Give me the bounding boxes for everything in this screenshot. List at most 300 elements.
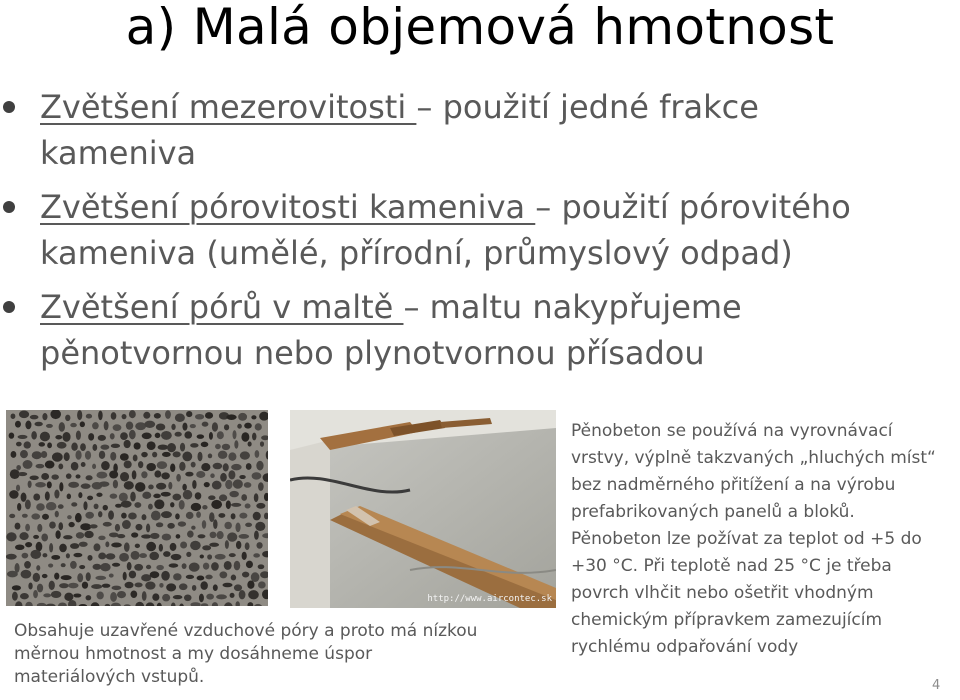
foam-pore — [87, 496, 93, 501]
foam-pore — [234, 440, 238, 448]
foam-pore — [20, 450, 28, 458]
foam-pore — [179, 462, 185, 471]
foam-pore — [120, 453, 129, 461]
caption-line: rychlému odpařování vody — [571, 637, 799, 657]
foam-pore — [46, 502, 57, 510]
foam-pore — [18, 435, 28, 439]
foam-pore — [153, 494, 161, 498]
foam-pore — [157, 461, 168, 469]
foam-pore — [95, 576, 106, 580]
foam-pore — [68, 583, 78, 589]
foam-pore — [247, 581, 254, 589]
foam-pore — [81, 483, 91, 489]
foam-pore — [109, 573, 114, 577]
foam-pore — [96, 493, 102, 497]
foam-pore — [190, 541, 201, 550]
caption-line: Pěnobeton se používá na vyrovnávací — [571, 421, 893, 441]
foam-pore — [218, 513, 225, 518]
foam-pore — [213, 463, 223, 470]
foam-pore — [83, 501, 87, 510]
foam-pore — [122, 414, 127, 419]
foam-pore — [108, 510, 114, 519]
foam-pore — [121, 513, 127, 519]
foam-pore — [200, 581, 207, 590]
foam-pore — [76, 532, 84, 538]
foam-pore — [126, 422, 133, 430]
foam-pore — [41, 533, 48, 541]
foam-pore — [239, 513, 247, 519]
foam-pore — [31, 431, 37, 439]
bullet-dot-icon — [3, 201, 15, 213]
foam-pore — [256, 542, 262, 549]
foam-pore — [54, 490, 59, 499]
foam-pore — [30, 415, 39, 419]
foam-pore — [112, 586, 122, 590]
foam-pore — [219, 494, 227, 501]
foam-pore — [253, 553, 260, 557]
foam-pore — [12, 585, 21, 590]
foam-pore — [36, 565, 40, 571]
foam-pore — [135, 524, 142, 531]
foam-pore — [96, 472, 107, 479]
foam-pore — [134, 442, 141, 449]
foam-pore — [184, 431, 192, 438]
foam-pore — [41, 451, 47, 458]
foam-pore — [45, 491, 50, 500]
foam-pore — [42, 413, 47, 420]
foam-pore — [146, 565, 151, 569]
foam-pore — [200, 555, 204, 559]
foam-pore — [11, 451, 17, 458]
foam-pore — [19, 411, 29, 419]
foam-pore — [67, 494, 71, 500]
foam-pore — [63, 535, 72, 539]
foam-pore — [94, 504, 99, 510]
foam-pore — [124, 461, 132, 469]
foam-pore — [112, 563, 120, 567]
foam-pore — [86, 572, 91, 581]
foam-pore — [28, 481, 32, 488]
foam-pore — [113, 424, 122, 431]
foam-pore — [124, 481, 134, 489]
foam-pore — [208, 454, 212, 459]
foam-pore — [173, 494, 182, 501]
foam-pore — [251, 572, 260, 582]
foam-pore — [92, 464, 96, 469]
foam-pore — [159, 544, 163, 552]
foam-pore — [145, 581, 155, 589]
foam-pore — [162, 452, 171, 457]
foam-pore — [242, 572, 249, 578]
foam-pore — [180, 541, 187, 548]
foam-pore — [9, 490, 18, 499]
foam-pore — [129, 410, 136, 418]
foam-pore — [51, 474, 58, 479]
foam-pore — [234, 584, 242, 591]
foam-pore — [205, 575, 212, 580]
foam-pore — [67, 515, 72, 519]
bullet-item — [0, 184, 960, 276]
foam-pore — [216, 594, 227, 599]
foam-pore — [240, 451, 250, 459]
foam-pore — [208, 495, 215, 500]
foam-pore — [30, 550, 41, 559]
bullet-underlined-term: Zvětšení pórů v maltě — [40, 288, 404, 326]
foam-pore — [190, 424, 196, 428]
foam-pore — [190, 443, 198, 448]
foam-pore — [171, 424, 175, 430]
foam-pore — [197, 434, 204, 439]
foam-pore — [156, 483, 166, 490]
foam-pore — [77, 573, 83, 582]
foam-pore — [57, 442, 67, 449]
foam-pore — [183, 490, 193, 500]
foam-pore — [167, 523, 175, 529]
foam-pore — [15, 421, 21, 428]
foam-pore — [70, 561, 77, 569]
foam-pore — [58, 522, 63, 530]
foam-pore — [51, 555, 60, 560]
foam-pore — [161, 472, 170, 479]
foam-pore — [142, 591, 147, 601]
foam-pore — [124, 542, 130, 551]
foam-pore — [231, 575, 236, 581]
foam-pore — [11, 414, 16, 419]
foam-pore — [23, 460, 33, 469]
foam-pore — [42, 574, 48, 578]
foam-pore — [159, 583, 163, 588]
foam-pore — [113, 480, 118, 489]
caption-line: Obsahuje uzavřené vzduchové póry a proto má nízkou — [14, 621, 478, 641]
caption-line: materiálových vstupů. — [14, 667, 205, 687]
foam-pore — [231, 503, 241, 507]
foam-pore — [135, 544, 140, 549]
foam-pore — [75, 450, 81, 460]
foam-pore — [132, 470, 137, 479]
foam-pore — [45, 461, 55, 469]
foam-pore — [176, 534, 181, 539]
foam-pore — [215, 554, 226, 560]
foam-pore — [173, 451, 181, 457]
foam-pore — [211, 562, 219, 571]
foam-pore — [226, 414, 236, 420]
foam-pore — [169, 563, 179, 567]
foam-pore — [20, 593, 29, 599]
foam-pore — [150, 571, 160, 578]
foam-pore — [61, 563, 66, 567]
foam-pore — [17, 503, 21, 511]
foam-pore — [186, 575, 194, 579]
foam-pore — [110, 433, 115, 439]
foam-pore — [154, 470, 161, 477]
foam-pore — [79, 565, 85, 569]
foam-pore — [58, 504, 64, 509]
foam-pore — [201, 442, 209, 447]
foam-pore — [30, 476, 39, 481]
foam-pore — [40, 432, 50, 442]
foam-pore — [205, 412, 213, 419]
foam-pore — [245, 523, 252, 527]
foam-pore — [15, 523, 21, 530]
foam-pore — [78, 492, 82, 498]
foam-pore — [138, 461, 143, 468]
foam-pore — [110, 452, 116, 461]
foam-pore — [197, 452, 202, 461]
caption-line: Pěnobeton lze požívat za teplot od +5 do — [571, 529, 922, 549]
foam-pore — [103, 522, 112, 527]
foam-pore — [170, 502, 174, 507]
bullet-text: – použití jedné frakce — [416, 88, 759, 126]
foam-pore — [175, 413, 185, 421]
foam-pore — [202, 520, 206, 529]
foam-pore — [171, 554, 182, 560]
foam-pore — [80, 421, 85, 427]
foam-pore — [239, 534, 250, 539]
foam-pore — [97, 591, 104, 599]
foam-pore — [152, 452, 157, 458]
foam-pore — [43, 593, 51, 597]
foam-pore — [209, 512, 214, 522]
foam-pore — [103, 505, 108, 511]
foam-pore — [92, 422, 99, 429]
foam-pore — [255, 423, 262, 430]
foam-pore — [71, 462, 79, 471]
foam-pore — [75, 513, 82, 523]
foam-pore — [51, 591, 61, 598]
foam-pore — [100, 563, 110, 571]
foam-pore — [231, 513, 236, 519]
foam-pore — [232, 430, 236, 439]
bullet-dot-icon — [3, 301, 15, 313]
foam-pore — [141, 534, 151, 538]
bullet-text: – maltu nakypřujeme — [403, 288, 742, 326]
foam-pore — [33, 493, 40, 500]
caption-line: prefabrikovaných panelů a bloků. — [571, 502, 855, 522]
foam-pore — [41, 473, 49, 480]
foam-pore — [154, 413, 161, 419]
bullet-dot-icon — [3, 101, 15, 113]
foam-pore — [7, 571, 18, 578]
foam-pore — [258, 564, 265, 569]
foam-pore — [161, 492, 171, 497]
foam-pore — [65, 415, 70, 422]
foam-pore — [252, 472, 262, 479]
bullet-text: – použití pórovitého — [535, 188, 851, 226]
foam-pore — [219, 571, 227, 578]
foam-pore — [236, 541, 241, 549]
foam-pore — [210, 532, 217, 539]
foam-pore — [147, 441, 156, 450]
foam-pore — [195, 492, 202, 499]
photo-watermark: http://www.aircontec.sk — [427, 594, 552, 604]
foam-pore — [123, 572, 127, 581]
foam-pore — [176, 474, 181, 482]
foam-pore — [144, 421, 155, 428]
bullet-list — [0, 84, 960, 384]
foam-pore — [52, 452, 63, 461]
foam-pore — [184, 594, 192, 601]
foam-pore — [70, 423, 77, 427]
foam-pore — [245, 503, 251, 508]
foam-pore — [244, 423, 252, 429]
foam-pore — [90, 524, 98, 528]
foam-pore — [47, 442, 52, 448]
foam-pore — [206, 594, 214, 600]
foam-pore — [211, 500, 222, 509]
foam-texture-image — [6, 410, 268, 606]
foam-pore — [70, 543, 79, 549]
foam-pore — [24, 561, 31, 569]
foam-pore — [55, 435, 62, 440]
foam-pore — [161, 511, 172, 518]
foam-pore — [32, 451, 42, 459]
foam-pore — [204, 482, 210, 487]
foam-pore — [143, 412, 150, 419]
foam-pore — [226, 500, 231, 509]
foam-pore — [148, 485, 154, 490]
foam-pore — [128, 512, 137, 519]
foam-pore — [120, 472, 129, 481]
foam-pore — [88, 433, 94, 441]
foam-pore — [121, 501, 132, 508]
left-caption — [14, 620, 534, 689]
foam-pore — [162, 534, 172, 541]
foam-pore — [36, 503, 45, 510]
foam-pore — [33, 573, 40, 582]
foam-pore — [6, 554, 17, 560]
foam-pore — [196, 511, 201, 518]
foam-pore — [59, 482, 63, 491]
foam-pore — [131, 551, 140, 560]
foam-pore — [191, 503, 201, 511]
foam-pore — [182, 452, 192, 462]
foam-pore — [77, 410, 82, 420]
foam-pore — [119, 493, 128, 502]
foam-pore — [37, 524, 42, 532]
foam-pore — [258, 581, 266, 588]
foam-pore — [179, 500, 185, 510]
foam-pore — [15, 544, 24, 550]
foam-pore — [202, 422, 209, 427]
foam-pore — [111, 543, 122, 548]
foam-pore — [161, 571, 170, 581]
foam-pore — [92, 444, 97, 451]
foam-pore — [152, 593, 159, 601]
foam-pore — [66, 553, 70, 558]
slide-number: 4 — [932, 678, 941, 693]
foam-pore — [202, 545, 211, 550]
foam-pore — [94, 543, 101, 551]
foam-pore — [21, 570, 32, 579]
foam-pore — [192, 585, 196, 591]
floor-pouring-image — [290, 410, 556, 608]
foam-pore — [252, 433, 256, 441]
foam-pore — [255, 450, 260, 458]
foam-pore — [142, 514, 147, 520]
foam-pore — [33, 535, 39, 539]
foam-pore — [61, 575, 72, 580]
foam-pore — [220, 473, 227, 482]
foam-pore — [253, 512, 261, 521]
foam-pore — [255, 522, 265, 531]
foam-pore — [59, 583, 69, 588]
foam-pore — [39, 442, 45, 446]
foam-pore — [242, 552, 247, 560]
bullet-text-line2: kameniva (umělé, přírodní, průmyslový odpad) — [40, 234, 793, 272]
caption-line: vrstvy, výplně takzvaných „hluchých míst“ — [571, 448, 936, 468]
foam-pore — [16, 442, 22, 447]
foam-pore — [218, 451, 228, 459]
foam-pore — [127, 562, 132, 570]
foam-pore — [85, 451, 91, 460]
foam-pore — [133, 455, 138, 462]
foam-pore — [102, 584, 111, 588]
foam-pore — [224, 424, 229, 430]
foam-pore — [235, 523, 240, 533]
foam-pore — [212, 422, 218, 431]
bullet-text-line2: kameniva — [40, 134, 197, 172]
foam-pore — [228, 470, 235, 479]
foam-pore — [244, 482, 252, 488]
foam-pore — [104, 421, 109, 430]
foam-pore — [178, 521, 186, 526]
foam-pore — [246, 561, 253, 568]
foam-pore — [76, 431, 81, 441]
foam-pore — [142, 432, 152, 439]
foam-pore — [224, 561, 232, 570]
foam-pore — [100, 445, 109, 450]
foam-pore — [254, 493, 259, 502]
bullet-underlined-term: Zvětšení pórovitosti kameniva — [40, 188, 536, 226]
foam-pore — [175, 513, 180, 519]
foam-pore — [163, 551, 171, 557]
foam-pore — [155, 433, 161, 438]
foam-pore — [189, 562, 200, 571]
foam-pore — [222, 583, 232, 588]
foam-pore — [168, 482, 172, 489]
foam-pore — [199, 594, 204, 603]
foam-pore — [134, 502, 141, 508]
foam-pore — [91, 584, 102, 589]
foam-pore — [125, 582, 134, 589]
caption-line: povrch vlhčit nebo ošetřit vhodným — [571, 583, 874, 603]
foam-pore — [141, 452, 148, 458]
foam-pore — [79, 542, 88, 547]
foam-pore — [248, 441, 252, 446]
foam-pore — [187, 531, 194, 538]
bullet-underlined-term: Zvětšení mezerovitosti — [40, 88, 417, 126]
foam-pore — [233, 479, 243, 488]
foam-pore — [229, 491, 238, 497]
foam-pore — [241, 432, 249, 441]
foam-pore — [98, 511, 102, 517]
foam-pore — [246, 463, 252, 470]
foam-pore — [82, 582, 88, 589]
foam-pore — [71, 442, 78, 450]
bullet-item — [0, 84, 960, 176]
foam-pore — [25, 421, 31, 430]
foam-pore — [71, 502, 77, 506]
foam-pore — [86, 595, 92, 600]
foam-pore — [98, 536, 105, 540]
foam-pore — [135, 482, 145, 492]
foam-pore — [182, 563, 187, 569]
caption-line: bez nadměrného přitížení a na výrobu — [571, 475, 896, 495]
foam-pore — [122, 520, 131, 529]
foam-pore — [217, 531, 224, 539]
foam-pore — [80, 443, 86, 451]
foam-pore — [68, 482, 79, 488]
